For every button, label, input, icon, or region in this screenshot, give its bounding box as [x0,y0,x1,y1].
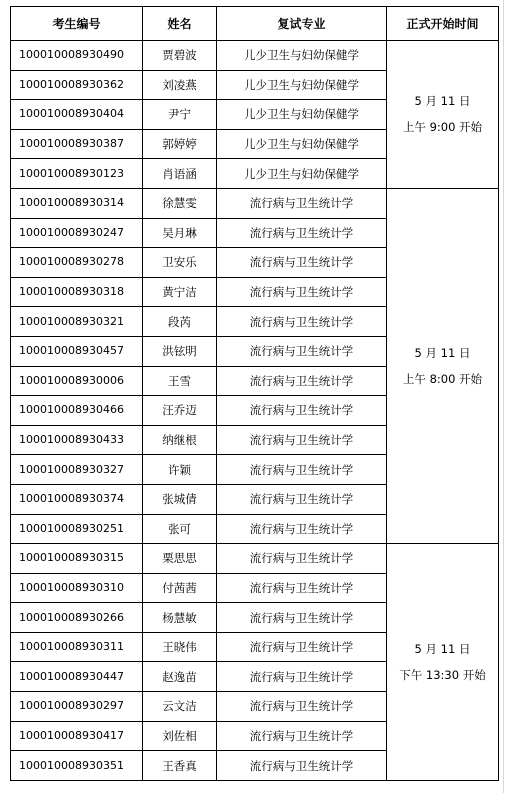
candidate-id-cell: 100010008930374 [11,484,143,514]
candidate-id-cell: 100010008930006 [11,366,143,396]
header-candidate-id: 考生编号 [11,7,143,41]
candidate-id-cell: 100010008930387 [11,129,143,159]
page-edge-rule [503,0,504,793]
candidate-name-cell: 杨慧敏 [143,603,217,633]
candidate-id-cell: 100010008930447 [11,662,143,692]
candidate-name-cell: 王雪 [143,366,217,396]
major-cell: 流行病与卫生统计学 [217,396,387,426]
major-cell: 流行病与卫生统计学 [217,573,387,603]
major-cell: 流行病与卫生统计学 [217,218,387,248]
start-time: 上午 8:00 开始 [402,372,483,387]
major-cell: 儿少卫生与妇幼保健学 [217,159,387,189]
table-row [11,188,499,218]
candidate-id-cell: 100010008930251 [11,514,143,544]
candidate-name-cell: 刘凌燕 [143,70,217,100]
candidate-name-cell: 贾碧波 [143,41,217,71]
schedule-table [10,6,499,781]
candidate-name-cell: 吴月琳 [143,218,217,248]
header-row [11,7,499,41]
start-time-cell [387,544,499,781]
header-name: 姓名 [143,7,217,41]
candidate-name-cell: 黄宁洁 [143,277,217,307]
major-cell: 流行病与卫生统计学 [217,366,387,396]
candidate-name-cell: 王晓伟 [143,632,217,662]
major-cell: 流行病与卫生统计学 [217,277,387,307]
candidate-id-cell: 100010008930466 [11,396,143,426]
major-cell: 流行病与卫生统计学 [217,751,387,781]
candidate-id-cell: 100010008930314 [11,188,143,218]
candidate-id-cell: 100010008930278 [11,248,143,278]
candidate-name-cell: 郭婷婷 [143,129,217,159]
candidate-id-cell: 100010008930310 [11,573,143,603]
major-cell: 流行病与卫生统计学 [217,692,387,722]
header-start-time: 正式开始时间 [387,7,499,41]
major-cell: 流行病与卫生统计学 [217,484,387,514]
major-cell: 流行病与卫生统计学 [217,632,387,662]
candidate-id-cell: 100010008930247 [11,218,143,248]
start-time: 下午 13:30 开始 [399,667,486,682]
start-time: 上午 9:00 开始 [402,120,483,135]
candidate-id-cell: 100010008930417 [11,721,143,751]
candidate-id-cell: 100010008930362 [11,70,143,100]
candidate-name-cell: 王香真 [143,751,217,781]
candidate-id-cell: 100010008930327 [11,455,143,485]
candidate-name-cell: 卫安乐 [143,248,217,278]
candidate-id-cell: 100010008930351 [11,751,143,781]
major-cell: 儿少卫生与妇幼保健学 [217,70,387,100]
start-time-cell [387,188,499,543]
candidate-id-cell: 100010008930315 [11,544,143,574]
candidate-name-cell: 张可 [143,514,217,544]
candidate-name-cell: 尹宁 [143,100,217,130]
candidate-name-cell: 肖语涵 [143,159,217,189]
major-cell: 流行病与卫生统计学 [217,662,387,692]
candidate-name-cell: 洪铉明 [143,336,217,366]
candidate-id-cell: 100010008930490 [11,41,143,71]
candidate-id-cell: 100010008930311 [11,632,143,662]
candidate-id-cell: 100010008930457 [11,336,143,366]
start-date: 5 月 11 日 [414,641,471,656]
candidate-name-cell: 刘佐相 [143,721,217,751]
header-major: 复试专业 [217,7,387,41]
major-cell: 流行病与卫生统计学 [217,455,387,485]
candidate-id-cell: 100010008930123 [11,159,143,189]
major-cell: 流行病与卫生统计学 [217,336,387,366]
table-row [11,544,499,574]
major-cell: 儿少卫生与妇幼保健学 [217,129,387,159]
candidate-name-cell: 纳继根 [143,425,217,455]
major-cell: 流行病与卫生统计学 [217,248,387,278]
candidate-name-cell: 张城倩 [143,484,217,514]
major-cell: 流行病与卫生统计学 [217,721,387,751]
major-cell: 流行病与卫生统计学 [217,188,387,218]
candidate-name-cell: 付茜茜 [143,573,217,603]
major-cell: 流行病与卫生统计学 [217,603,387,633]
major-cell: 流行病与卫生统计学 [217,514,387,544]
candidate-id-cell: 100010008930404 [11,100,143,130]
start-date: 5 月 11 日 [414,94,471,109]
candidate-id-cell: 100010008930297 [11,692,143,722]
start-time-cell [387,41,499,189]
candidate-id-cell: 100010008930266 [11,603,143,633]
major-cell: 流行病与卫生统计学 [217,307,387,337]
major-cell: 流行病与卫生统计学 [217,544,387,574]
start-date: 5 月 11 日 [414,346,471,361]
candidate-name-cell: 栗思思 [143,544,217,574]
candidate-name-cell: 段芮 [143,307,217,337]
major-cell: 儿少卫生与妇幼保健学 [217,41,387,71]
candidate-name-cell: 许颖 [143,455,217,485]
candidate-name-cell: 汪乔迈 [143,396,217,426]
candidate-name-cell: 徐慧雯 [143,188,217,218]
candidate-name-cell: 云文洁 [143,692,217,722]
major-cell: 儿少卫生与妇幼保健学 [217,100,387,130]
major-cell: 流行病与卫生统计学 [217,425,387,455]
candidate-id-cell: 100010008930321 [11,307,143,337]
candidate-name-cell: 赵逸苗 [143,662,217,692]
table-body [11,41,499,781]
table-row [11,41,499,71]
candidate-id-cell: 100010008930433 [11,425,143,455]
candidate-id-cell: 100010008930318 [11,277,143,307]
